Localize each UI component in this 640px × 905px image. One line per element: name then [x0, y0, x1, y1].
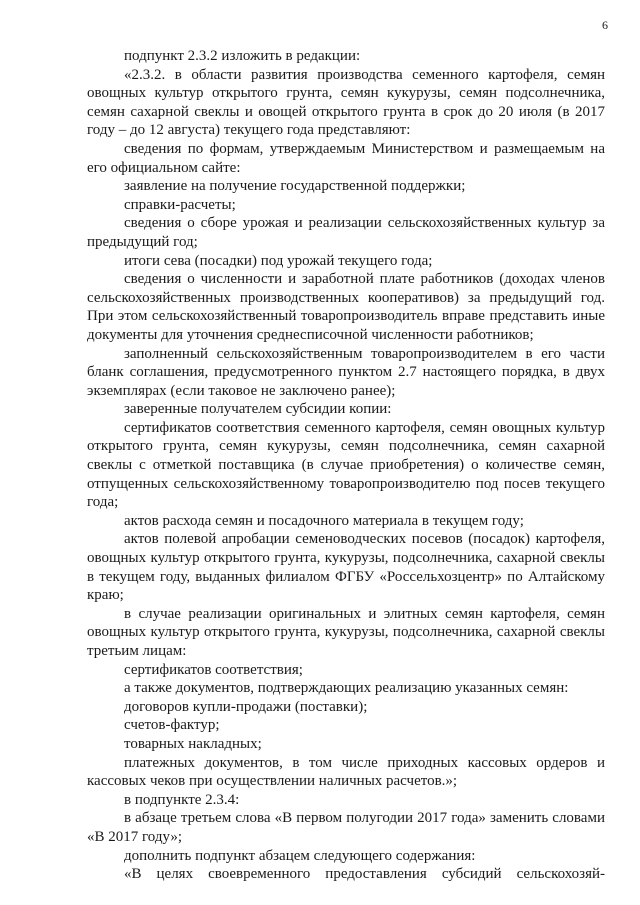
paragraph: в подпункте 2.3.4: — [124, 791, 240, 808]
paragraph: сведения о численности и заработной плате работников (доходах членов сельскохозяйственных производственных кооперативов) за предыдущий год. При этом сельскохозяйственный товаропроизводитель вправе представить иные документы для уточнения среднесписочной численности работников; — [87, 271, 605, 343]
paragraph: итоги сева (посадки) под урожай текущего года; — [124, 252, 433, 269]
paragraph: счетов-фактур; — [124, 717, 220, 734]
paragraph: дополнить подпункт абзацем следующего содержания: — [124, 847, 476, 864]
paragraph: актов расхода семян и посадочного материала в текущем году; — [124, 512, 524, 529]
document-body — [87, 47, 605, 884]
paragraph: а также документов, подтверждающих реализацию указанных семян: — [124, 680, 569, 697]
paragraph: договоров купли-продажи (поставки); — [124, 698, 368, 715]
paragraph: заявление на получение государственной поддержки; — [124, 178, 466, 195]
paragraph: в абзаце третьем слова «В первом полугодии 2017 года» заменить словами «В 2017 году»; — [87, 810, 605, 845]
paragraph: сертификатов соответствия; — [124, 661, 303, 678]
paragraph: заполненный сельскохозяйственным товаропроизводителем в его части бланк соглашения, предусмотренного пунктом 2.7 настоящего порядка, в двух экземплярах (если таковое не заключено ранее); — [87, 345, 605, 399]
paragraph: сведения о сборе урожая и реализации сельскохозяйственных культур за предыдущий год; — [87, 215, 605, 250]
paragraph: товарных накладных; — [124, 735, 262, 752]
page-number: 6 — [602, 18, 608, 32]
paragraph: в случае реализации оригинальных и элитных семян картофеля, семян овощных культур открытого грунта, кукурузы, подсолнечника, сахарной свеклы третьим лицам: — [87, 605, 605, 659]
paragraph: сведения по формам, утверждаемым Министерством и размещаемым на его официальном сайте: — [87, 140, 605, 176]
paragraph: «В целях своевременного предоставления субсидий сельскохозяй- — [124, 866, 605, 883]
paragraph: платежных документов, в том числе приходных кассовых ордеров и кассовых чеков при осуществлении наличных расчетов.»; — [87, 754, 605, 790]
paragraph: заверенные получателем субсидии копии: — [124, 401, 392, 418]
paragraph: подпункт 2.3.2 изложить в редакции: — [124, 48, 361, 64]
paragraph: справки-расчеты; — [124, 196, 236, 213]
paragraph: сертификатов соответствия семенного картофеля, семян овощных культур открытого грунта, семян кукурузы, семян подсолнечника, семян сахарной свеклы с отметкой поставщика (в случае приобретения) о количестве семян, отпущенных сельскохозяйственному товаропроизводителю под посев текущего года; — [87, 419, 605, 511]
paragraph: актов полевой апробации семеноводческих посевов (посадок) картофеля, овощных культур открытого грунта, кукурузы, подсолнечника, сахарной свеклы в текущем году, выданных филиалом ФГБУ «Россельхозцентр» по Алтайскому краю; — [87, 531, 605, 604]
paragraph: «2.3.2. в области развития производства семенного картофеля, семян овощных культур открытого грунта, семян кукурузы, семян подсолнечника, семян сахарной свеклы и овощей открытого грунта в срок до 20 июля (в 2017 году – до 12 августа) текущего года представляют: — [87, 66, 605, 139]
